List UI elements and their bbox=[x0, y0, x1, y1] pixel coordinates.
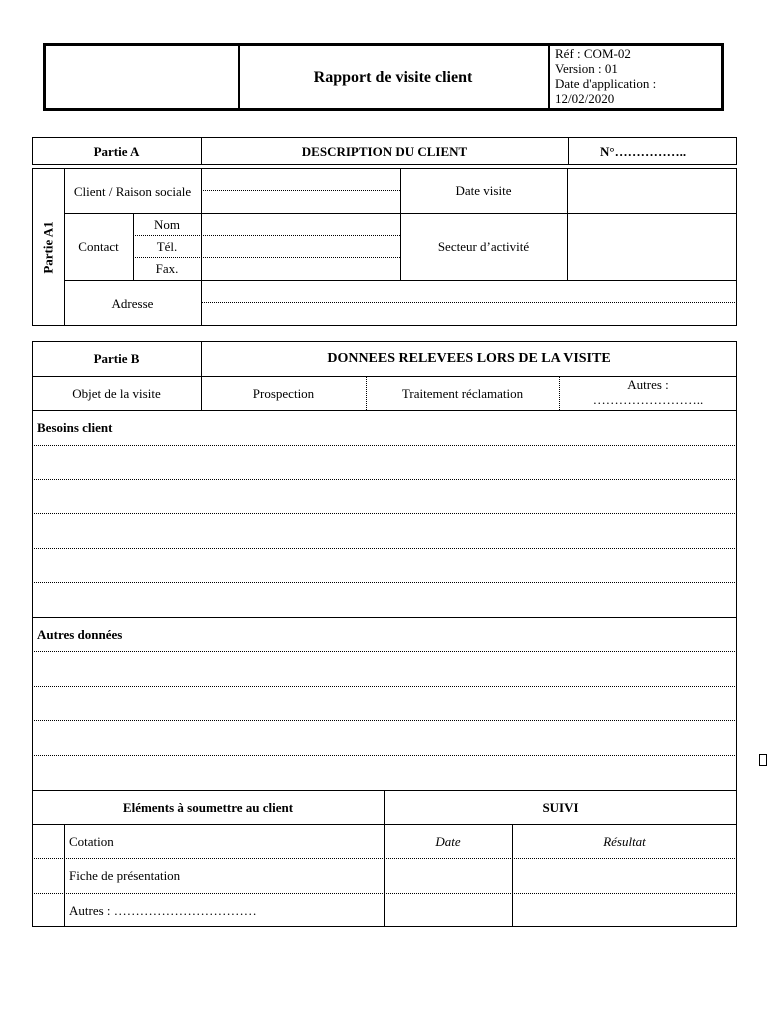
grid-line bbox=[32, 410, 737, 411]
adresse-label: Adresse bbox=[111, 295, 154, 311]
contact-nom-field[interactable] bbox=[202, 214, 399, 234]
date-application-value: 12/02/2020 bbox=[555, 91, 615, 106]
cotation-checkbox[interactable] bbox=[33, 825, 63, 857]
square-outline-icon bbox=[759, 754, 767, 766]
header-divider bbox=[548, 43, 550, 111]
contact-nom-label: Nom bbox=[154, 216, 180, 232]
header-meta bbox=[555, 46, 721, 106]
fiche-presentation-checkbox[interactable] bbox=[33, 859, 63, 892]
option-traitement-reclamation[interactable]: Traitement réclamation bbox=[401, 385, 524, 401]
partie-b-label: Partie B bbox=[93, 351, 140, 366]
date-visite-label: Date visite bbox=[455, 183, 512, 198]
autres-donnees-label: Autres données bbox=[37, 626, 123, 642]
logo-area bbox=[46, 46, 236, 108]
contact-fax-label: Fax. bbox=[155, 261, 179, 276]
suivi-date-field[interactable] bbox=[385, 859, 511, 926]
partie-a-title: DESCRIPTION DU CLIENT bbox=[301, 143, 468, 159]
ref-text: Réf : COM-02 bbox=[555, 46, 631, 61]
autres-elements-label[interactable]: Autres : …………………………… bbox=[69, 902, 257, 918]
suivi-resultat-field[interactable] bbox=[513, 859, 736, 926]
grid-line bbox=[32, 617, 737, 618]
client-name-label: Client / Raison sociale bbox=[73, 183, 192, 199]
adresse-field[interactable] bbox=[202, 281, 736, 325]
besoins-client-field[interactable] bbox=[33, 446, 736, 616]
grid-line bbox=[64, 824, 65, 927]
date-application-label: Date d'application : bbox=[555, 76, 657, 91]
secteur-activite-field[interactable] bbox=[568, 214, 736, 279]
date-visite-field[interactable] bbox=[568, 169, 736, 212]
contact-tel-label: Tél. bbox=[156, 238, 178, 254]
suivi-title: SUIVI bbox=[542, 799, 579, 815]
cotation-label: Cotation bbox=[69, 833, 114, 849]
contact-label: Contact bbox=[78, 239, 119, 254]
autres-label: Autres : bbox=[627, 377, 669, 392]
suivi-resultat-header: Résultat bbox=[603, 833, 646, 849]
fiche-presentation-label: Fiche de présentation bbox=[69, 868, 181, 883]
autres-elements-checkbox[interactable] bbox=[33, 894, 63, 926]
suivi-date-header: Date bbox=[435, 833, 461, 849]
objet-visite-label: Objet de la visite bbox=[72, 385, 161, 401]
option-autres[interactable] bbox=[559, 376, 737, 410]
besoins-client-label: Besoins client bbox=[37, 419, 113, 435]
autres-donnees-field[interactable] bbox=[33, 652, 736, 789]
elements-title: Eléments à soumettre au client bbox=[122, 799, 294, 815]
partie-a1-vertical-label-wrap bbox=[32, 168, 64, 326]
autres-dots: …………………….. bbox=[592, 392, 704, 407]
version-text: Version : 01 bbox=[555, 61, 618, 76]
partie-a-label: Partie A bbox=[93, 143, 140, 159]
partie-a1-label: Partie A1 bbox=[40, 220, 56, 274]
partie-b-title: DONNEES RELEVEES LORS DE LA VISITE bbox=[327, 351, 611, 366]
grid-line bbox=[568, 137, 569, 165]
client-number-field[interactable] bbox=[600, 137, 735, 165]
document-title: Rapport de visite client bbox=[313, 68, 473, 86]
secteur-activite-label: Secteur d’activité bbox=[437, 239, 530, 254]
client-number-label: N°…………….. bbox=[600, 143, 687, 159]
client-name-field[interactable] bbox=[202, 169, 399, 212]
contact-tel-field[interactable] bbox=[202, 236, 399, 256]
contact-fax-field[interactable] bbox=[202, 258, 399, 279]
option-prospection[interactable]: Prospection bbox=[252, 385, 315, 401]
